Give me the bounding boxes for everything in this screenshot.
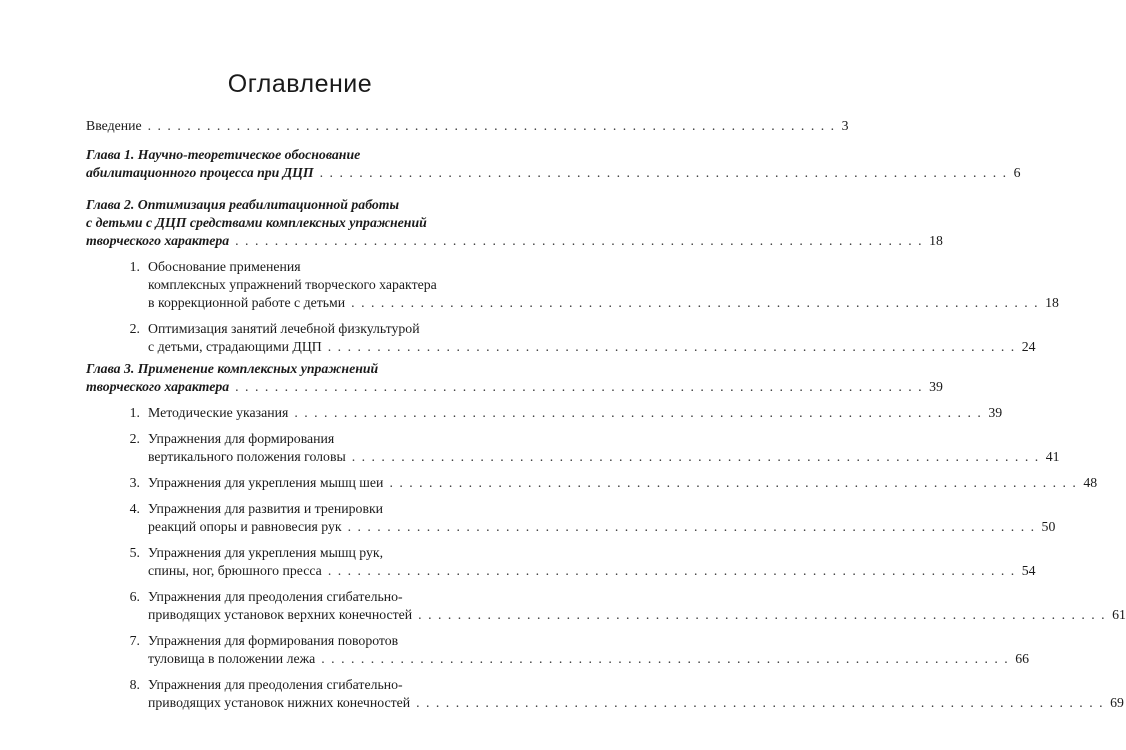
toc-entry-text: спины, ног, брюшного пресса (148, 563, 322, 578)
chapter-title: Глава 1. Научно-теоретическое обоснование (86, 147, 361, 162)
toc-entry-text: реакций опоры и равновесия рук (148, 519, 342, 534)
leader-dots: . . . . . . . . . . . . . . . . . . . . . . . . . . . . . . . . . . . . . . . . . . . . . . . . . . . . . . . . . . . . . . . . . . . . . . (389, 475, 1078, 490)
toc-entry-text: Введение (86, 118, 142, 133)
section-entry (148, 694, 1124, 712)
leader-dots: . . . . . . . . . . . . . . . . . . . . . . . . . . . . . . . . . . . . . . . . . . . . . . . . . . . . . . . . . . . . . . . . . . . . . . (347, 519, 1036, 534)
page-number: 39 (929, 379, 943, 394)
item-number: 4. (129, 501, 140, 516)
item-number: 8. (129, 677, 140, 692)
section-entry: Упражнения для преодоления сгибательно- (148, 677, 403, 692)
section-entry: Упражнения для укрепления мышц рук, (148, 545, 384, 560)
section-entry (148, 650, 1030, 668)
leader-dots: . . . . . . . . . . . . . . . . . . . . . . . . . . . . . . . . . . . . . . . . . . . . . . . . . . . . . . . . . . . . . . . . . . . . . . (416, 695, 1105, 710)
section-entry (148, 448, 1060, 466)
toc-entry-text: приводящих установок нижних конечностей (148, 695, 411, 710)
leader-dots: . . . . . . . . . . . . . . . . . . . . . . . . . . . . . . . . . . . . . . . . . . . . . . . . . . . . . . . . . . . . . . . . . . . . . . (418, 607, 1107, 622)
section-entry (148, 606, 1126, 624)
chapter-title (86, 378, 943, 396)
toc-entry-text: приводящих установок верхних конечностей (148, 607, 413, 622)
section-entry: Упражнения для преодоления сгибательно- (148, 589, 403, 604)
item-number: 2. (129, 431, 140, 446)
item-number: 3. (129, 475, 140, 490)
section-entry: Оптимизация занятий лечебной физкультурой (148, 321, 420, 336)
item-number: 7. (129, 633, 140, 648)
toc-intro (86, 117, 849, 135)
leader-dots: . . . . . . . . . . . . . . . . . . . . . . . . . . . . . . . . . . . . . . . . . . . . . . . . . . . . . . . . . . . . . . . . . . . . . . (351, 449, 1040, 464)
leader-dots: . . . . . . . . . . . . . . . . . . . . . . . . . . . . . . . . . . . . . . . . . . . . . . . . . . . . . . . . . . . . . . . . . . . . . . (235, 379, 924, 394)
item-number: 1. (129, 405, 140, 420)
toc-entry-text: абилитационного процесса при ДЦП (86, 165, 314, 180)
page-number: 41 (1045, 449, 1060, 464)
toc-entry-text: творческого характера (86, 379, 230, 394)
section-entry (148, 518, 1056, 536)
section-entry (148, 562, 1036, 580)
chapter-title: с детьми с ДЦП средствами комплексных упражнений (86, 215, 427, 230)
toc-entry-text: с детьми, страдающими ДЦП (148, 339, 322, 354)
leader-dots: . . . . . . . . . . . . . . . . . . . . . . . . . . . . . . . . . . . . . . . . . . . . . . . . . . . . . . . . . . . . . . . . . . . . . . (235, 233, 924, 248)
page-number: 61 (1112, 607, 1126, 622)
toc-entry-text: Упражнения для укрепления мышц шеи (148, 475, 384, 490)
toc-entry-text: туловища в положении лежа (148, 651, 316, 666)
toc-entry-text: творческого характера (86, 233, 230, 248)
page-number: 39 (988, 405, 1003, 420)
section-entry: Обоснование применения (148, 259, 301, 274)
section-entry: комплексных упражнений творческого характера (148, 277, 437, 292)
toc-entry-text: вертикального положения головы (148, 449, 346, 464)
page-number: 54 (1021, 563, 1036, 578)
leader-dots: . . . . . . . . . . . . . . . . . . . . . . . . . . . . . . . . . . . . . . . . . . . . . . . . . . . . . . . . . . . . . . . . . . . . . . (319, 165, 1008, 180)
page-number: 66 (1015, 651, 1030, 666)
page-number: 69 (1110, 695, 1124, 710)
item-number: 6. (129, 589, 140, 604)
page-number: 50 (1041, 519, 1056, 534)
item-number: 2. (129, 321, 140, 336)
leader-dots: . . . . . . . . . . . . . . . . . . . . . . . . . . . . . . . . . . . . . . . . . . . . . . . . . . . . . . . . . . . . . . . . . . . . . . (147, 118, 836, 133)
page-number: 3 (841, 118, 849, 133)
toc-entry-text: в коррекционной работе с детьми (148, 295, 346, 310)
chapter-title: Глава 3. Применение комплексных упражнений (86, 361, 379, 376)
section-entry (148, 338, 1036, 356)
page-number: 48 (1083, 475, 1098, 490)
leader-dots: . . . . . . . . . . . . . . . . . . . . . . . . . . . . . . . . . . . . . . . . . . . . . . . . . . . . . . . . . . . . . . . . . . . . . . (351, 295, 1040, 310)
page-number: 6 (1013, 165, 1021, 180)
section-entry (148, 474, 1098, 492)
chapter-title (86, 164, 1021, 182)
page-title: Оглавление (227, 70, 373, 98)
page-number: 18 (929, 233, 943, 248)
page-number: 24 (1021, 339, 1036, 354)
chapter-title: Глава 2. Оптимизация реабилитационной работы (86, 197, 400, 212)
leader-dots: . . . . . . . . . . . . . . . . . . . . . . . . . . . . . . . . . . . . . . . . . . . . . . . . . . . . . . . . . . . . . . . . . . . . . . (327, 563, 1016, 578)
section-entry: Упражнения для формирования (148, 431, 335, 446)
section-entry: Упражнения для формирования поворотов (148, 633, 399, 648)
leader-dots: . . . . . . . . . . . . . . . . . . . . . . . . . . . . . . . . . . . . . . . . . . . . . . . . . . . . . . . . . . . . . . . . . . . . . . (294, 405, 983, 420)
section-entry (148, 404, 1003, 422)
item-number: 5. (129, 545, 140, 560)
section-entry (148, 294, 1059, 312)
chapter-title (86, 232, 943, 250)
item-number: 1. (129, 259, 140, 274)
leader-dots: . . . . . . . . . . . . . . . . . . . . . . . . . . . . . . . . . . . . . . . . . . . . . . . . . . . . . . . . . . . . . . . . . . . . . . (321, 651, 1010, 666)
leader-dots: . . . . . . . . . . . . . . . . . . . . . . . . . . . . . . . . . . . . . . . . . . . . . . . . . . . . . . . . . . . . . . . . . . . . . . (327, 339, 1016, 354)
toc-entry-text: Методические указания (148, 405, 289, 420)
page-number: 18 (1045, 295, 1059, 310)
section-entry: Упражнения для развития и тренировки (148, 501, 384, 516)
